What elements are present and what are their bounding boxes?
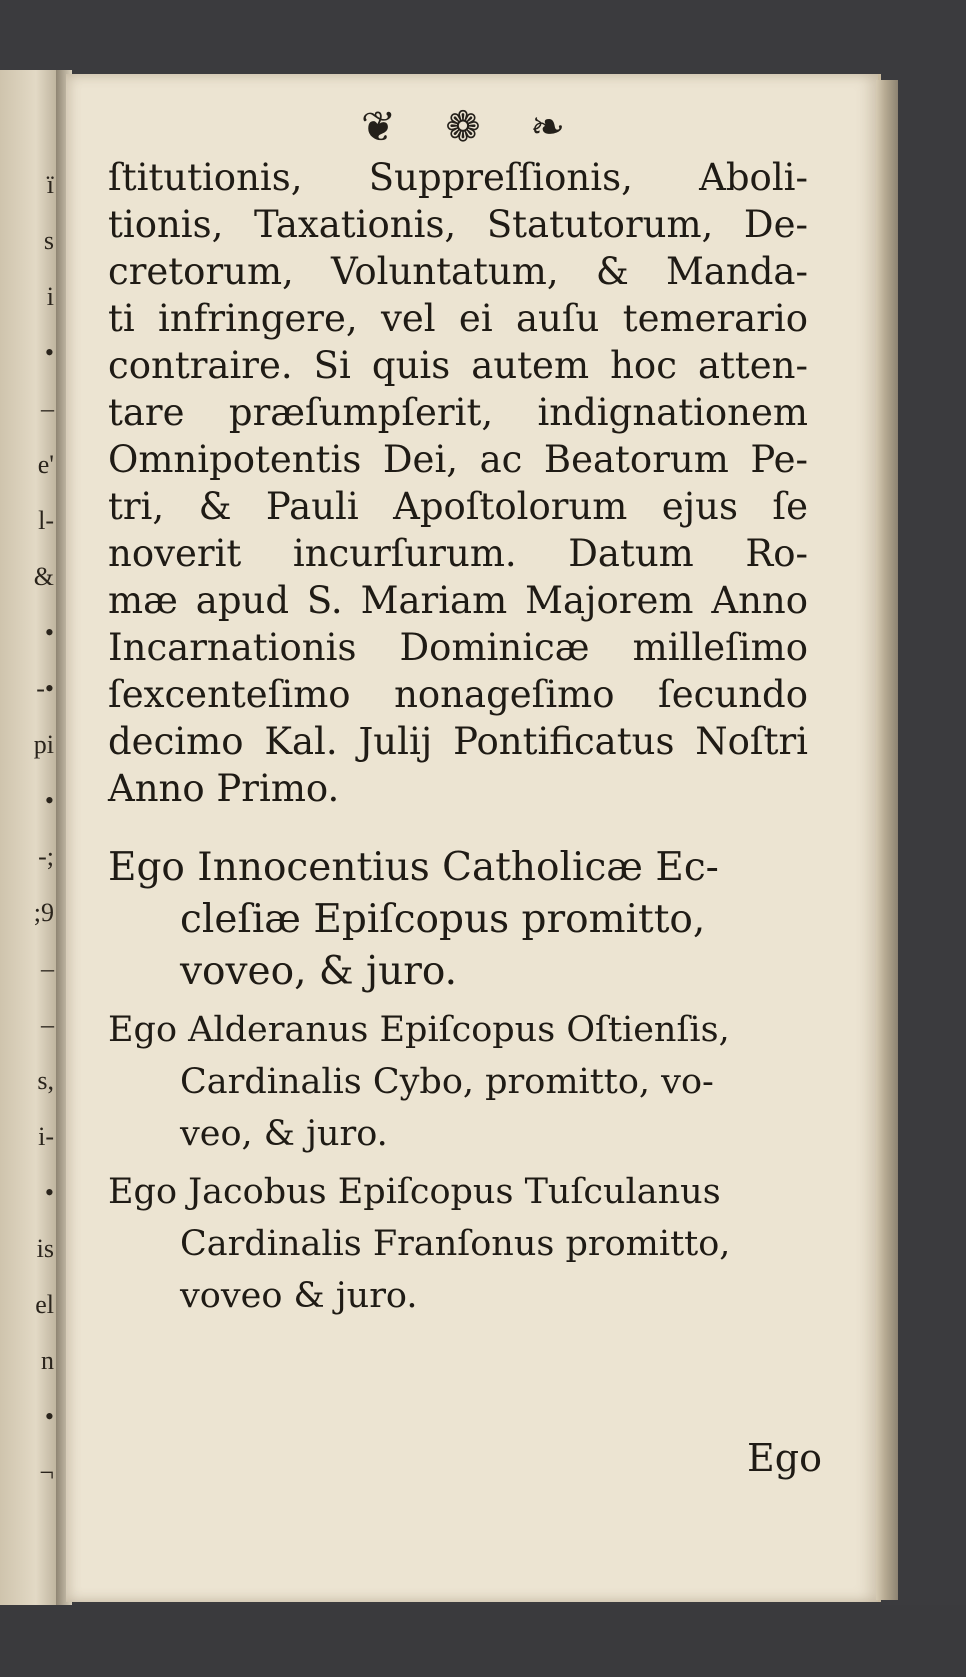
text-line: noverit incurſurum. Datum Ro- <box>108 532 808 575</box>
text-line: contraire. Si quis autem hoc atten- <box>108 344 808 387</box>
text-line: decimo Kal. Julij Pontificatus Noſtri <box>108 720 808 763</box>
text-line: tare præſumpſerit, indignationem <box>108 391 808 434</box>
facing-page-fragment: • <box>44 338 54 367</box>
facing-page-fragment: • <box>44 618 54 647</box>
facing-page-fragment: e' <box>37 450 54 479</box>
oath-alderanus <box>108 1004 808 1160</box>
facing-page-fragment: s, <box>37 1066 54 1095</box>
oath-line: cleſiæ Epiſcopus promitto, <box>180 897 706 942</box>
facing-page-fragment: – <box>41 1010 54 1039</box>
ornament-right-icon: ❧ <box>529 102 584 151</box>
facing-page-fragment: el <box>35 1290 54 1319</box>
book-page <box>66 74 881 1602</box>
oath-line: Ego Innocentius Catholicæ Ec- <box>108 845 719 890</box>
oath-line: veo, & juro. <box>180 1114 388 1154</box>
facing-page-fragment: i- <box>38 1122 54 1151</box>
oath-jacobus <box>108 1166 808 1322</box>
text-line: mæ apud S. Mariam Majorem Anno <box>108 579 808 622</box>
facing-page-fragment: n <box>41 1346 54 1375</box>
page-text <box>108 154 808 1328</box>
header-ornament <box>66 102 878 151</box>
facing-page-fragment: pi <box>33 730 54 759</box>
facing-page-fragment: l- <box>38 506 54 535</box>
oath-line: Ego Jacobus Epiſcopus Tuſculanus <box>108 1172 721 1212</box>
catchword: Ego <box>747 1436 822 1480</box>
page-stack-edge <box>876 80 898 1600</box>
ornament-left-icon: ❦ <box>360 102 415 151</box>
bull-closing-paragraph <box>108 154 808 812</box>
facing-page-fragment: & <box>33 562 54 591</box>
facing-page-fragment: • <box>44 1178 54 1207</box>
text-line: ſtitutionis, Suppreſſionis, Aboli- <box>108 156 808 199</box>
background-band <box>0 1605 966 1677</box>
oath-line: voveo & juro. <box>180 1276 418 1316</box>
facing-page-fragment: • <box>44 786 54 815</box>
text-line: cretorum, Voluntatum, & Manda- <box>108 250 808 293</box>
ornament-center-icon: ❁ <box>445 102 499 151</box>
facing-page-fragment: -; <box>38 842 54 871</box>
facing-page-fragment: s <box>43 226 54 255</box>
text-line: ſexcenteſimo nonageſimo ſecundo <box>108 673 808 716</box>
facing-page-fragment: is <box>36 1234 54 1263</box>
facing-page-fragment: – <box>41 954 54 983</box>
text-line: tri, & Pauli Apoſtolorum ejus ſe <box>108 485 808 528</box>
text-line: Incarnationis Dominicæ milleſimo <box>108 626 808 669</box>
text-line: ti infringere, vel ei auſu temerario <box>108 297 808 340</box>
facing-page-fragment: i <box>46 282 54 311</box>
facing-page-left <box>0 70 60 1605</box>
oaths-block <box>108 842 808 998</box>
cardinal-oaths-block <box>108 1004 808 1322</box>
oath-line: Cardinalis Franſonus promitto, <box>180 1224 731 1264</box>
facing-page-fragment: • <box>44 1402 54 1431</box>
facing-page-fragment: ;9 <box>33 898 54 927</box>
facing-page-fragment: ï <box>46 170 54 199</box>
oath-line: Ego Alderanus Epiſcopus Oſtienſis, <box>108 1010 730 1050</box>
oath-line: voveo, & juro. <box>180 949 458 994</box>
oath-innocentius <box>108 842 808 998</box>
facing-page-fragment: -• <box>36 674 54 703</box>
facing-page-fragment: – <box>41 394 54 423</box>
oath-line: Cardinalis Cybo, promitto, vo- <box>180 1062 714 1102</box>
text-line: Omnipotentis Dei, ac Beatorum Pe- <box>108 438 808 481</box>
facing-page-fragment: ¬ <box>39 1458 54 1487</box>
text-line: Anno Primo. <box>108 767 340 810</box>
text-line: tionis, Taxationis, Statutorum, De- <box>108 203 808 246</box>
